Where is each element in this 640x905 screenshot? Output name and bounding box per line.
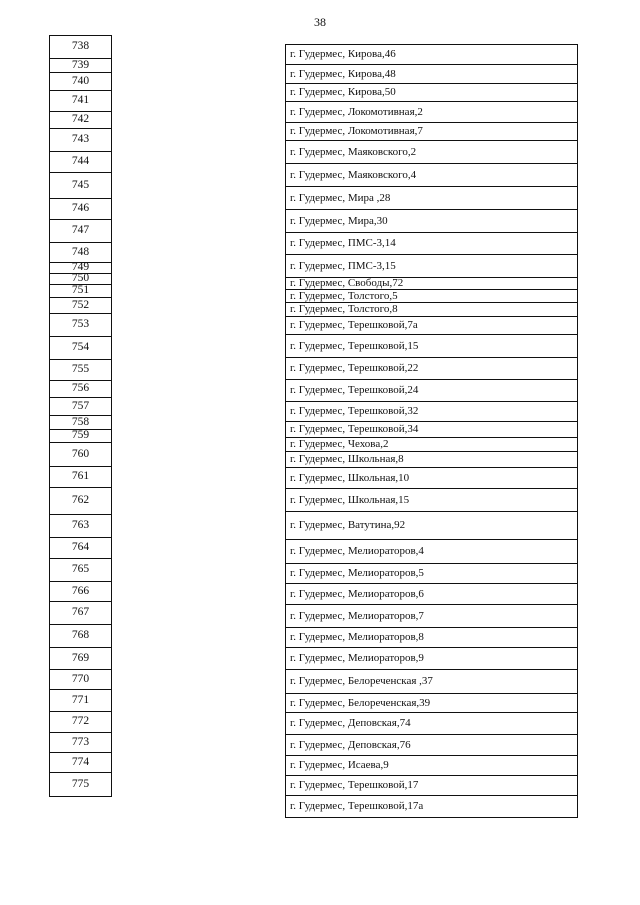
row-number-cell: 758 [50,415,111,429]
row-number-cell: 752 [50,297,111,313]
address-cell: г. Гудермес, Локомотивная,7 [286,122,577,140]
address-cell: г. Гудермес, Мелиораторов,5 [286,563,577,583]
address-cell: г. Гудермес, Маяковского,2 [286,140,577,163]
row-number-cell: 773 [50,732,111,752]
address-cell: г. Гудермес, Ватутина,92 [286,511,577,539]
row-number-cell: 775 [50,772,111,796]
address-cell: г. Гудермес, Терешковой,24 [286,379,577,401]
row-number-cell: 741 [50,90,111,111]
row-number-cell: 747 [50,219,111,242]
row-number-cell: 744 [50,151,111,172]
row-number-cell: 765 [50,558,111,581]
address-cell: г. Гудермес, Мелиораторов,6 [286,583,577,604]
page-number: 38 [314,15,326,29]
row-number-cell: 757 [50,397,111,415]
address-cell: г. Гудермес, Толстого,5 [286,289,577,302]
address-cell: г. Гудермес, Чехова,2 [286,437,577,451]
address-cell: г. Гудермес, Локомотивная,2 [286,101,577,122]
address-cell: г. Гудермес, Деповская,76 [286,734,577,755]
row-number-cell: 750 [50,273,111,284]
address-cell: г. Гудермес, Белореченская ,37 [286,669,577,693]
address-cell: г. Гудермес, Терешковой,15 [286,334,577,357]
row-number-cell: 751 [50,284,111,297]
address-cell: г. Гудермес, Белореченская,39 [286,693,577,712]
row-number-cell: 754 [50,336,111,359]
row-number-cell: 749 [50,262,111,273]
row-number-cell: 769 [50,647,111,669]
row-number-cell: 742 [50,111,111,128]
row-number-cell: 743 [50,128,111,151]
row-number-cell: 768 [50,624,111,647]
address-cell: г. Гудермес, Свободы,72 [286,277,577,289]
address-cell: г. Гудермес, Терешковой,7а [286,316,577,334]
row-number-cell: 759 [50,429,111,442]
address-cell: г. Гудермес, Мира ,28 [286,186,577,209]
row-number-cell: 739 [50,58,111,72]
address-cell: г. Гудермес, Школьная,15 [286,488,577,511]
row-number-cell: 761 [50,466,111,487]
address-cell: г. Гудермес, Терешковой,17 [286,775,577,795]
row-number-cell: 760 [50,442,111,466]
address-cell: г. Гудермес, Мелиораторов,8 [286,627,577,647]
row-number-cell: 738 [50,35,111,58]
address-cell: г. Гудермес, Деповская,74 [286,712,577,734]
row-number-column [49,35,112,797]
address-cell: г. Гудермес, Мелиораторов,9 [286,647,577,669]
address-cell: г. Гудермес, Терешковой,34 [286,421,577,437]
address-cell: г. Гудермес, ПМС-3,14 [286,232,577,254]
address-cell: г. Гудермес, Мелиораторов,7 [286,604,577,627]
row-number-cell: 763 [50,514,111,537]
address-cell: г. Гудермес, Мира,30 [286,209,577,232]
row-number-cell: 740 [50,72,111,90]
row-number-cell: 771 [50,689,111,711]
row-number-cell: 770 [50,669,111,689]
address-cell: г. Гудермес, Исаева,9 [286,755,577,775]
row-number-cell: 753 [50,313,111,336]
address-cell: г. Гудермес, Школьная,8 [286,451,577,467]
address-cell: г. Гудермес, Школьная,10 [286,467,577,488]
address-cell: г. Гудермес, Мелиораторов,4 [286,539,577,563]
row-number-cell: 767 [50,601,111,624]
row-number-cell: 748 [50,242,111,262]
row-number-cell: 745 [50,172,111,198]
row-number-cell: 755 [50,359,111,380]
address-cell: г. Гудермес, Терешковой,22 [286,357,577,379]
address-cell: г. Гудермес, ПМС-3,15 [286,254,577,277]
address-cell: г. Гудермес, Кирова,46 [286,44,577,64]
row-number-cell: 772 [50,711,111,732]
address-cell: г. Гудермес, Кирова,50 [286,83,577,101]
address-cell: г. Гудермес, Маяковского,4 [286,163,577,186]
address-cell: г. Гудермес, Толстого,8 [286,302,577,316]
address-column [285,44,578,818]
address-cell: г. Гудермес, Кирова,48 [286,64,577,83]
row-number-cell: 774 [50,752,111,772]
row-number-cell: 756 [50,380,111,397]
address-cell: г. Гудермес, Терешковой,17а [286,795,577,817]
row-number-cell: 764 [50,537,111,558]
row-number-cell: 746 [50,198,111,219]
address-cell: г. Гудермес, Терешковой,32 [286,401,577,421]
row-number-cell: 762 [50,487,111,514]
row-number-cell: 766 [50,581,111,601]
